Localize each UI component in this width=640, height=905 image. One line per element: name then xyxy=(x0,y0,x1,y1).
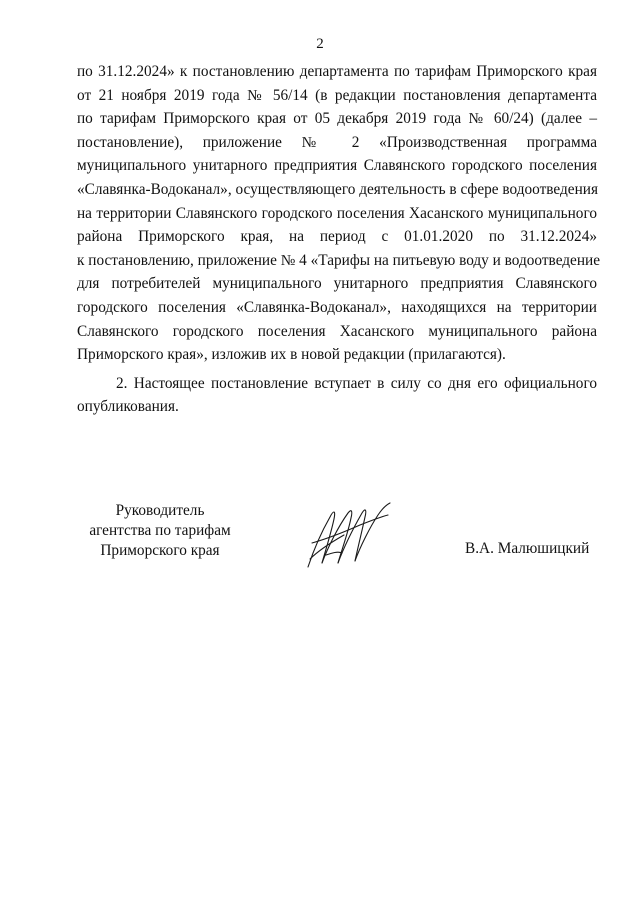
paragraph-1 xyxy=(77,60,601,367)
text-line: муниципального унитарного предприятия Славянского городского поселения xyxy=(77,157,597,175)
text-line: на территории Славянского городского поселения Хасанского муниципального xyxy=(77,204,597,222)
handwritten-signature xyxy=(300,497,396,573)
paragraph-2 xyxy=(77,372,597,419)
signatory-name: В.А. Малюшицкий xyxy=(465,540,590,557)
text-line: опубликования. xyxy=(77,398,179,416)
page-number: 2 xyxy=(316,36,324,52)
text-line: от 21 ноября 2019 года № 56/14 (в редакции постановления департамента xyxy=(77,86,597,104)
signatory-title-line: Руководитель xyxy=(115,502,205,519)
signatory-title-line: агентства по тарифам xyxy=(89,522,231,539)
signatory-title xyxy=(75,501,245,561)
text-line: городского поселения «Славянка-Водоканал», находящихся на территории xyxy=(77,298,597,316)
text-line: Приморского края», изложив их в новой редакции (прилагаются). xyxy=(77,346,506,364)
text-line: по 31.12.2024» к постановлению департамента по тарифам Приморского края xyxy=(77,63,597,80)
text-line: к постановлению, приложение № 4 «Тарифы на питьевую воду и водоотведение xyxy=(77,251,601,269)
text-line: по тарифам Приморского края от 05 декабря 2019 года № 60/24) (далее – xyxy=(77,110,597,128)
document-body xyxy=(77,60,601,419)
text-line: района Приморского края, на период с 01.01.2020 по 31.12.2024» xyxy=(77,228,597,246)
text-line: для потребителей муниципального унитарного предприятия Славянского xyxy=(77,275,597,293)
text-line: Славянского городского поселения Хасанского муниципального района xyxy=(77,322,597,340)
signatory-title-line: Приморского края xyxy=(100,542,220,559)
text-line: 2. Настоящее постановление вступает в силу со дня его официального xyxy=(116,374,597,392)
text-line: постановление), приложение № 2 «Производственная программа xyxy=(77,133,597,151)
text-line: «Славянка-Водоканал», осуществляющего деятельность в сфере водоотведения xyxy=(77,180,598,198)
